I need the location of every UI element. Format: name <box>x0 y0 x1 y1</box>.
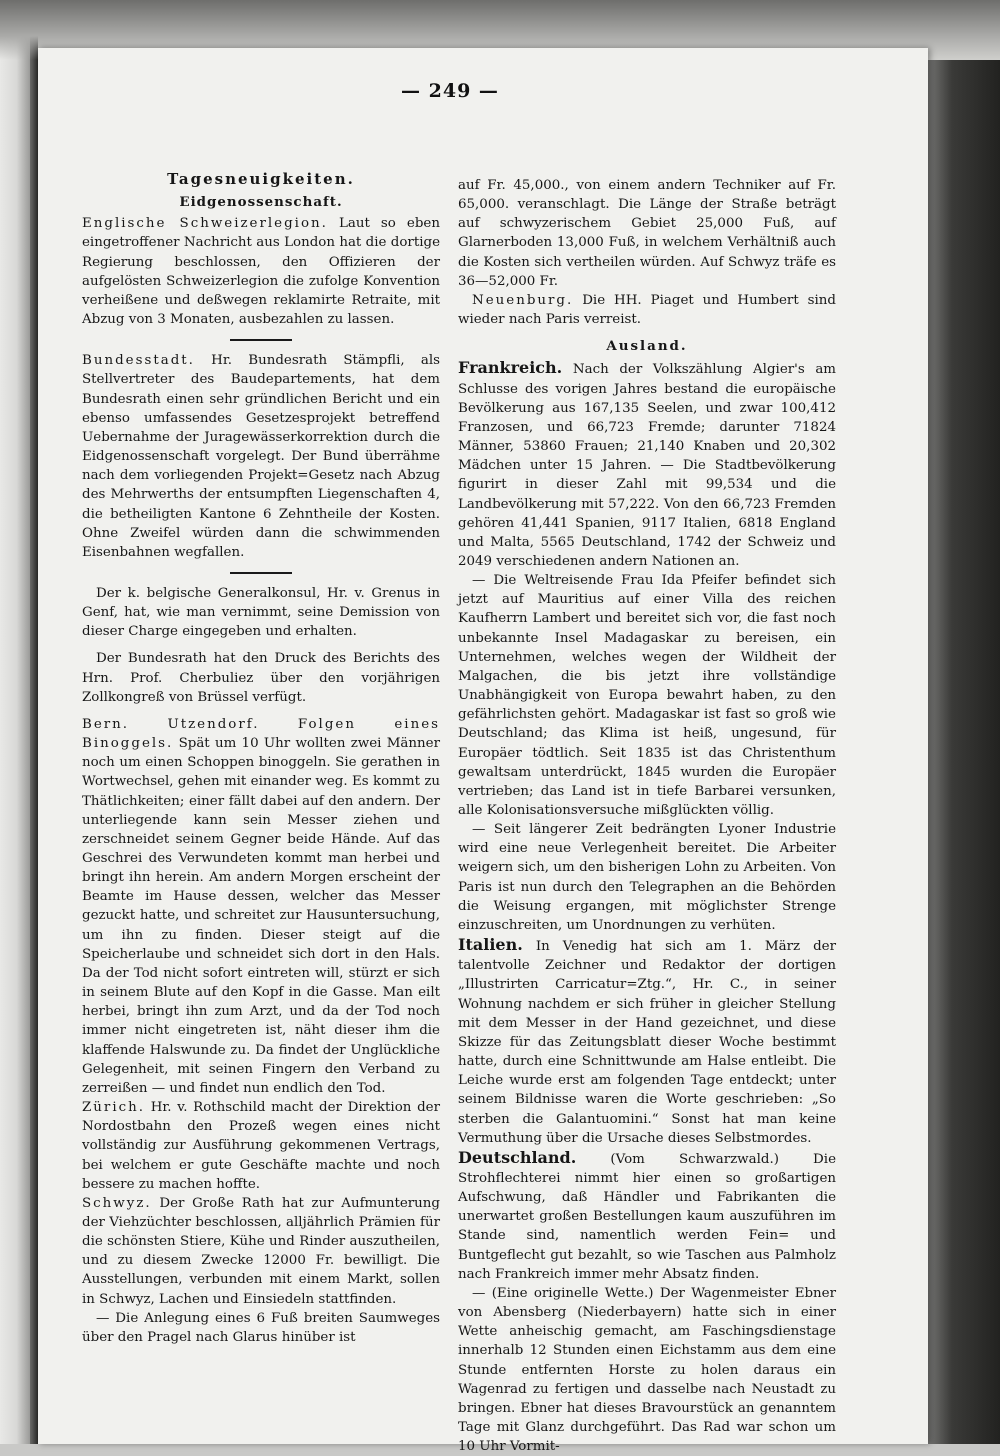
article-lead: Zürich. <box>82 1100 145 1116</box>
column-title: Tagesneuigkeiten. <box>167 170 355 188</box>
article-lead: Bern. Utzendorf. Folgen eines Binoggels. <box>82 716 440 752</box>
article-italien <box>458 935 836 1148</box>
section-heading-eidgenossenschaft: Eidgenossenschaft. <box>179 194 343 211</box>
article-lead: Englische Schweizerlegion. <box>82 216 328 232</box>
article-bern-utzendorf <box>82 715 440 1098</box>
article-schwyz <box>82 1194 440 1309</box>
article-lead: Deutschland. <box>458 1147 577 1167</box>
page-number: — 249 — <box>401 80 499 102</box>
article-body: Der Große Rath hat zur Aufmunterung der Viehzüchter beschlossen, alljährlich Prämien für die schönsten Stiere, Kühe und Rinder auszutheilen, und zu diesem Zwecke 12000 Fr. bewilligt. Die Ausstellungen, verbunden mit einem Markt, sollen in Schwyz, Lachen und Einsiedeln stattfinden. <box>82 1195 440 1307</box>
article-body: (Vom Schwarzwald.) Die Strohflechterei nimmt hier einen so großartigen Aufschwung, daß Händler und Fabrikanten die unerwartet großen Bestellungen kaum auszuführen im Stande sind, namentlich werden Fein= und Buntgeflecht gut bezahlt, so wie Taschen aus Palmholz nach Frankreich immer mehr Absatz finden. <box>458 1151 836 1282</box>
section-heading-ausland: Ausland. <box>606 338 688 355</box>
article-deutschland <box>458 1148 836 1284</box>
previous-page-edge <box>0 0 30 1444</box>
separator-rule <box>230 339 292 341</box>
article-ida-pfeifer: — Die Weltreisende Frau Ida Pfeifer befindet sich jetzt auf Mauritius auf einer Villa des reichen Kaufherrn Lambert und bereitet sich vor, die fast noch unbekannte Insel Madagaskar zu bereisen, ein Unternehmen, welches wegen der Wildheit der Malgachen, die bis jetzt ihre vollständige Unabhängigkeit von Europa bewahrt haben, zu den gefährlichsten gehört. Madagaskar ist fast so groß wie Deutschland; das Klima ist heiß, ungesund, für Europäer tödtlich. Seit 1835 ist das Christenthum gewaltsam unterdrückt, 1845 wurden die Europäer vertrieben; das Land ist in tiefe Barbarei versunken, alle Kolonisationsversuche mißglückten völlig. <box>458 573 836 818</box>
right-column <box>458 176 836 1456</box>
article-generalkonsul: Der k. belgische Generalkonsul, Hr. v. Grenus in Genf, hat, wie man vernimmt, seine Demission von dieser Charge eingegeben und erhalten. <box>82 585 440 640</box>
book-edge <box>920 60 1000 1444</box>
separator-rule <box>230 572 292 574</box>
article-body: Hr. v. Rothschild macht der Direktion der Nordostbahn den Prozeß wegen eines nicht vollständig zur Ausführung gekommenen Vertrags, bei welchem er gute Geschäfte machte und noch bessere zu machen hoffte. <box>82 1100 440 1192</box>
article-zuerich <box>82 1098 440 1194</box>
article-saumweg-continued: auf Fr. 45,000., von einem andern Techniker auf Fr. 65,000. veranschlagt. Die Länge der Straße beträgt auf schwyzerischem Gebiet 25,000 Fuß, auf Glarnerboden 13,000 Fuß, in welchem Verhältniß auch die Kosten sich vertheilen würden. Auf Schwyz träfe es 36—52,000 Fr. <box>458 178 836 289</box>
left-column <box>82 170 440 1347</box>
article-lead: Schwyz. <box>82 1195 152 1211</box>
article-lead: Frankreich. <box>458 358 563 378</box>
article-saumweg: — Die Anlegung eines 6 Fuß breiten Saumweges über den Pragel nach Glarus hinüber ist <box>82 1310 440 1345</box>
article-body: Die HH. Piaget und Humbert sind wieder nach Paris verreist. <box>458 292 836 328</box>
article-englische-schweizerlegion <box>82 214 440 329</box>
binding-shadow <box>30 0 38 1444</box>
article-lead: Bundesstadt. <box>82 353 195 369</box>
article-lead: Italien. <box>458 935 523 955</box>
article-body: In Venedig hat sich am 1. März der talentvolle Zeichner und Redaktor der dortigen „Illustrirten Carricatur=Ztg.“, Hr. C., in seiner Wohnung nachdem er sich früher in gleicher Stellung mit dem Messer in der Hand gezeichnet, und diese Skizze für das Zeitungsblatt dieser Woche bestimmt hatte, durch eine Schnittwunde am Halse entleibt. Die Leiche wurde erst am folgenden Tage entdeckt; unter seinem Bildnisse waren die Worte geschrieben: „So sterben die Galantuomini.“ Sonst hat man keine Vermuthung über die Ursache dieses Selbstmordes. <box>458 939 836 1146</box>
article-frankreich <box>458 358 836 571</box>
article-bundesstadt <box>82 351 440 562</box>
article-lead: Neuenburg. <box>472 292 574 308</box>
article-body: Hr. Bundesrath Stämpfli, als Stellvertreter des Baudepartements, hat dem Bundesrath einen sehr gründlichen Bericht und ein ebenso umfassendes Gesetzesprojekt betreffend Uebernahme der Juragewässerkorrektion durch die Eidgenossenschaft vorgelegt. Der Bund überrähme nach dem vorliegenden Projekt=Gesetz nach Abzug des Mehrwerths der entsumpften Liegenschaften 4, die betheiligten Kantone 6 Zehntheile der Kosten. Ohne Zweifel würden dann die schwimmenden Eisenbahnen wegfallen. <box>82 353 440 560</box>
article-lyon: — Seit längerer Zeit bedrängten Lyoner Industrie wird eine neue Verlegenheit bereitet. Die Arbeiter weigern sich, um den bisherigen Lohn zu Arbeiten. Von Paris ist nun durch den Telegraphen an die Behörden die Weisung ergangen, mit möglichster Strenge einzuschreiten, um Unordnungen zu verhüten. <box>458 822 836 933</box>
article-body: Laut so eben eingetroffener Nachricht aus London hat die dortige Regierung beschlossen, den Offizieren der aufgelösten Schweizerlegion die zufolge Konvention verheißene und deßwegen reklamirte Retraite, mit Abzug von 3 Monaten, ausbezahlen zu lassen. <box>82 216 440 328</box>
article-body: Spät um 10 Uhr wollten zwei Männer noch um einen Schoppen binoggeln. Sie gerathen in Wortwechsel, gehen mit einander weg. Es kommt zu Thätlichkeiten; einer fällt dabei auf den andern. Der unterliegende kann sein Messer ziehen und zerschneidet seinem Gegner beide Hände. Auf das Geschrei des Verwundeten kommt man herbei und bringt ihn herein. Am andern Morgen erscheint der Beamte im Hause dessen, welcher das Messer gezuckt hatte, und schreitet zur Hausuntersuchung, um ihn zu finden. Dieser steigt auf die Speicherlaube und schneidet sich dort in den Hals. Da der Tod nicht sofort eintreten will, stürzt er sich in seinem Blute auf den Kopf in die Gasse. Man eilt herbei, bringt ihn zum Arzt, und da der Tod noch immer nicht eingetreten ist, näht dieser ihm die klaffende Halswunde zu. Da findet der Unglückliche Gelegenheit, mit seinen Fingern den Verband zu zerreißen — und findet nun endlich den Tod. <box>82 736 440 1096</box>
article-wette: — (Eine originelle Wette.) Der Wagenmeister Ebner von Abensberg (Niederbayern) hatte sich in einer Wette anheischig gemacht, am Faschingsdienstage innerhalb 12 Stunden einen Eichstamm aus dem eine Stunde entfernten Horste zu holen daraus ein Wagenrad zu fertigen und dasselbe nach Neustadt zu bringen. Ebner hat dieses Bravourstück an genanntem Tage mit Glanz durchgeführt. Das Rad war schon um 10 Uhr Vormit- <box>458 1285 836 1455</box>
article-zollkongress: Der Bundesrath hat den Druck des Berichts des Hrn. Prof. Cherbuliez über den vorjährigen Zollkongreß von Brüssel verfügt. <box>82 651 440 705</box>
article-neuenburg <box>458 291 836 329</box>
article-body: Nach der Volkszählung Algier's am Schlusse des vorigen Jahres bestand die europäische Bevölkerung aus 167,135 Seelen, und zwar 100,412 Franzosen, und 66,723 Fremde; darunter 71824 Männer, 53860 Frauen; 21,140 Knaben und 20,302 Mädchen unter 15 Jahren. — Die Stadtbevölkerung figurirt in dieser Zahl mit 99,534 und die Landbevölkerung mit 57,222. Von den 66,723 Fremden gehören 41,441 Spanien, 9117 Italien, 6818 England und Malta, 5565 Deutschland, 1742 der Schweiz und 2049 verschiedenen andern Nationen an. <box>458 362 837 569</box>
